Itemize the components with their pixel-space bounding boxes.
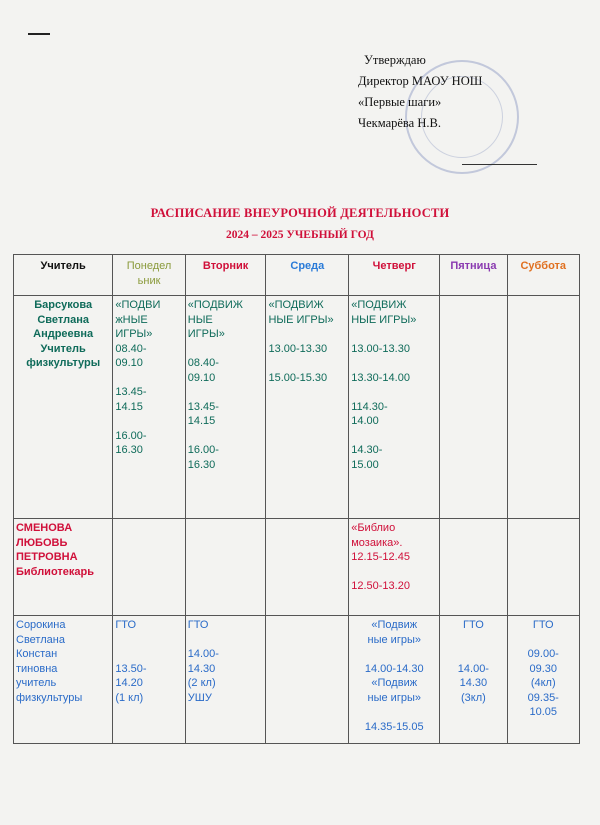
header-teacher: Учитель — [14, 255, 113, 296]
cell-text-line: (1 кл) — [115, 691, 144, 704]
cell-gap — [188, 385, 264, 400]
thursday-cell — [349, 616, 440, 744]
cell-text-line: «ПОДВИ — [115, 299, 161, 311]
teacher-cell — [14, 519, 113, 616]
cell-text-line: ГТО — [115, 619, 137, 631]
cell-text-line: ГТО — [532, 619, 554, 631]
thursday-cell — [349, 519, 440, 616]
cell-text-line: 114.30- — [351, 400, 388, 413]
cell-gap — [510, 633, 577, 648]
cell-gap — [351, 565, 437, 580]
cell-gap — [442, 647, 504, 662]
cell-text-line: 13.45- — [187, 400, 219, 413]
approval-block — [358, 50, 482, 134]
cell-text-line: учитель — [16, 677, 57, 689]
header-monday-part-2: ьник — [137, 274, 161, 287]
cell-text-line: 14.20 — [115, 677, 143, 689]
cell-gap — [351, 356, 437, 371]
cell-text-line: «ПОДВИЖ — [351, 299, 407, 311]
tuesday-cell — [185, 296, 266, 519]
cell-gap — [268, 327, 346, 342]
cell-text-line: (3кл) — [460, 691, 486, 704]
header-friday: Пятница — [440, 255, 507, 296]
cell-text-line: ные игры» — [367, 633, 421, 646]
cell-text-line: СМЕНОВА — [16, 522, 73, 534]
cell-text-line: 15.00-15.30 — [268, 371, 328, 384]
header-saturday: Суббота — [507, 255, 579, 296]
table-row — [14, 616, 580, 744]
cell-text-line: Барсукова — [34, 299, 93, 311]
cell-text-line: Библиотекарь — [16, 565, 94, 578]
cell-gap — [115, 414, 182, 429]
cell-text-line: УШУ — [187, 691, 212, 704]
document-subtitle: 2024 – 2025 УЧЕБНЫЙ ГОД — [226, 229, 374, 241]
cell-text-line: 13.50- — [115, 662, 147, 675]
cell-gap — [188, 342, 264, 357]
cell-text-line: 16.00- — [115, 429, 147, 442]
cell-text-line: 09.10 — [115, 357, 143, 369]
header-monday — [113, 255, 185, 296]
approval-line-1: Утверждаю — [364, 53, 426, 67]
cell-text-line: физкультуры — [26, 357, 101, 369]
cell-text-line: «Подвиж — [371, 677, 418, 689]
approval-line-3: «Первые шаги» — [358, 95, 442, 109]
header-tuesday: Вторник — [185, 255, 266, 296]
cell-text-line: «ПОДВИЖ — [187, 299, 243, 311]
cell-text-line: 08.40- — [187, 357, 219, 369]
cell-gap — [115, 371, 182, 386]
wednesday-cell — [266, 616, 349, 744]
cell-text-line: «Библио — [351, 522, 396, 534]
monday-cell — [113, 296, 185, 519]
document-title: РАСПИСАНИЕ ВНЕУРОЧНОЙ ДЕЯТЕЛЬНОСТИ — [150, 206, 450, 220]
cell-text-line: 14.00-14.30 — [364, 662, 424, 675]
cell-text-line: тиновна — [16, 662, 58, 675]
cell-text-line: 14.35-15.05 — [364, 720, 424, 733]
thursday-cell — [349, 296, 440, 519]
table-row — [14, 296, 580, 519]
wednesday-cell — [266, 519, 349, 616]
cell-text-line: ГТО — [463, 619, 484, 631]
friday-cell — [440, 616, 507, 744]
cell-gap — [442, 633, 504, 648]
cell-text-line: 14.15 — [115, 400, 143, 413]
cell-gap — [351, 385, 437, 400]
cell-text-line: 09.00- — [527, 648, 559, 660]
cell-text-line: 14.30- — [351, 444, 383, 456]
cell-text-line: 09.35- — [527, 691, 559, 704]
cell-text-line: 12.50-13.20 — [351, 580, 410, 592]
cell-text-line: ЛЮБОВЬ — [16, 536, 68, 549]
cell-text-line: НЫЕ ИГРЫ» — [268, 313, 334, 326]
cell-text-line: 12.15-12.45 — [351, 551, 410, 563]
cell-text-line: Констан — [16, 648, 58, 660]
header-wednesday: Среда — [266, 255, 349, 296]
signature-line — [462, 164, 537, 165]
monday-cell — [113, 616, 185, 744]
cell-text-line: Сорокина — [16, 619, 66, 631]
cell-text-line: 08.40- — [115, 342, 147, 355]
cell-text-line: физкультуры — [16, 691, 83, 704]
cell-text-line: НЫЕ ИГРЫ» — [351, 313, 417, 326]
cell-text-line: Светлана — [16, 633, 65, 646]
cell-text-line: 13.30-14.00 — [351, 371, 410, 384]
tuesday-cell — [185, 519, 266, 616]
wednesday-cell — [266, 296, 349, 519]
cell-text-line: (2 кл) — [187, 677, 216, 689]
cell-gap — [188, 633, 264, 648]
cell-gap — [115, 647, 182, 662]
cell-text-line: (4кл) — [530, 677, 556, 689]
cell-text-line: 15.00 — [351, 458, 379, 471]
header-row — [14, 255, 580, 296]
cell-text-line: 14.15 — [187, 415, 216, 427]
saturday-cell — [507, 519, 579, 616]
cell-text-line: 14.00 — [351, 415, 379, 427]
cell-text-line: ИГРЫ» — [115, 328, 153, 340]
cell-gap — [351, 429, 437, 444]
saturday-cell — [507, 296, 579, 519]
cell-text-line: 16.30 — [115, 444, 143, 456]
cell-text-line: 13.00-13.30 — [268, 342, 328, 355]
teacher-cell — [14, 296, 113, 519]
cell-text-line: 14.30 — [459, 677, 488, 689]
cell-text-line: ИГРЫ» — [187, 328, 225, 340]
saturday-cell — [507, 616, 579, 744]
cell-gap — [351, 647, 437, 662]
cell-text-line: НЫЕ — [187, 313, 213, 326]
teacher-cell — [14, 616, 113, 744]
cell-text-line: 13.45- — [115, 386, 147, 398]
cell-text-line: 16.00- — [187, 444, 219, 456]
cell-text-line: 14.30 — [187, 662, 216, 675]
monday-cell — [113, 519, 185, 616]
cell-text-line: Учитель — [40, 342, 86, 355]
cell-gap — [351, 327, 437, 342]
header-monday-part-1: Понедел — [126, 260, 172, 272]
cell-gap — [268, 356, 346, 371]
cell-text-line: 16.30 — [187, 458, 216, 471]
cell-text-line: ПЕТРОВНА — [16, 551, 78, 563]
cell-text-line: 10.05 — [529, 706, 558, 718]
cell-text-line: «ПОДВИЖ — [268, 299, 324, 311]
cell-text-line: ные игры» — [367, 691, 421, 704]
cell-text-line: Андреевна — [33, 328, 94, 340]
cell-text-line: «Подвиж — [371, 619, 418, 631]
cell-text-line: жНЫЕ — [115, 313, 148, 326]
approval-line-2: Директор МАОУ НОШ — [358, 74, 483, 88]
tuesday-cell — [185, 616, 266, 744]
cell-text-line: 09.30 — [529, 662, 558, 675]
cell-text-line: 13.00-13.30 — [351, 342, 410, 355]
schedule-table — [13, 254, 580, 744]
table-row — [14, 519, 580, 616]
cell-text-line: Светлана — [37, 313, 89, 326]
header-thursday: Четверг — [349, 255, 440, 296]
friday-cell — [440, 296, 507, 519]
cell-text-line: 14.00- — [187, 648, 219, 660]
corner-mark — [28, 33, 50, 35]
cell-text-line: мозаика». — [351, 536, 403, 549]
cell-text-line: 09.10 — [187, 371, 216, 384]
friday-cell — [440, 519, 507, 616]
approval-line-4: Чекмарёва Н.В. — [358, 116, 441, 130]
cell-gap — [115, 633, 182, 648]
cell-gap — [351, 705, 437, 720]
cell-text-line: 14.00- — [457, 662, 489, 675]
cell-text-line: ГТО — [187, 619, 209, 631]
cell-gap — [188, 429, 264, 444]
